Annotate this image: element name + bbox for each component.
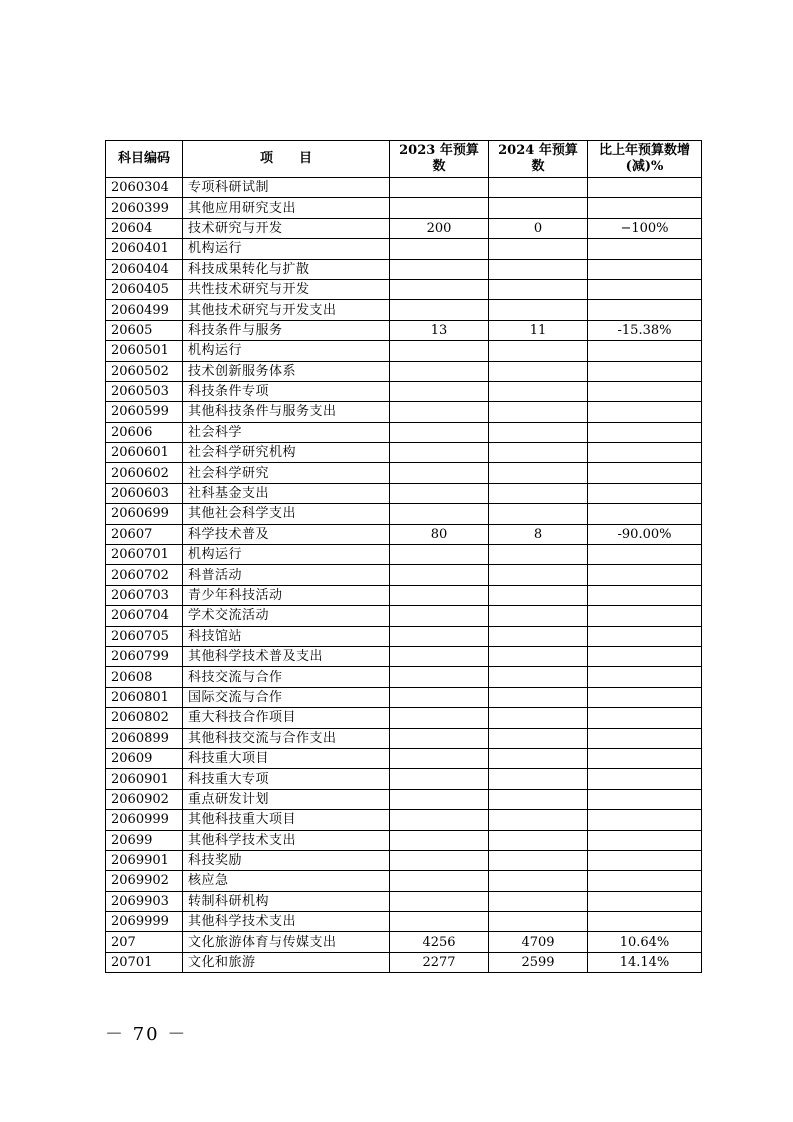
table-row xyxy=(106,646,702,666)
cell-2024-budget: 8 xyxy=(489,524,588,544)
cell-2024-budget xyxy=(489,279,588,299)
cell-change-percent: -90.00% xyxy=(588,524,702,544)
header-code: 科目编码 xyxy=(106,141,183,178)
cell-change-percent xyxy=(588,504,702,524)
cell-item-name: 科技条件专项 xyxy=(183,381,390,401)
cell-change-percent xyxy=(588,178,702,198)
cell-2023-budget xyxy=(390,728,489,748)
cell-code: 2060502 xyxy=(106,361,183,381)
cell-item-name: 核应急 xyxy=(183,871,390,891)
cell-change-percent: 10.64% xyxy=(588,932,702,952)
cell-2023-budget xyxy=(390,891,489,911)
cell-item-name: 重大科技合作项目 xyxy=(183,708,390,728)
cell-change-percent xyxy=(588,259,702,279)
cell-2024-budget xyxy=(489,646,588,666)
table-row xyxy=(106,952,702,972)
cell-2023-budget xyxy=(390,626,489,646)
table-row xyxy=(106,320,702,340)
cell-item-name: 其他技术研究与开发支出 xyxy=(183,300,390,320)
cell-2024-budget xyxy=(489,504,588,524)
cell-item-name: 专项科研试制 xyxy=(183,178,390,198)
cell-2023-budget xyxy=(390,198,489,218)
cell-code: 20606 xyxy=(106,422,183,442)
cell-code: 2060399 xyxy=(106,198,183,218)
table-row xyxy=(106,422,702,442)
cell-2023-budget xyxy=(390,259,489,279)
cell-2024-budget xyxy=(489,748,588,768)
cell-change-percent xyxy=(588,789,702,809)
cell-change-percent xyxy=(588,667,702,687)
cell-code: 2060501 xyxy=(106,341,183,361)
cell-code: 2060404 xyxy=(106,259,183,279)
cell-2024-budget xyxy=(489,728,588,748)
table-row xyxy=(106,626,702,646)
cell-change-percent xyxy=(588,728,702,748)
cell-2023-budget xyxy=(390,483,489,503)
cell-2024-budget xyxy=(489,708,588,728)
cell-code: 2069902 xyxy=(106,871,183,891)
cell-2023-budget xyxy=(390,361,489,381)
cell-code: 2060602 xyxy=(106,463,183,483)
cell-code: 2060499 xyxy=(106,300,183,320)
cell-item-name: 文化旅游体育与传媒支出 xyxy=(183,932,390,952)
table-body xyxy=(106,178,702,973)
cell-item-name: 机构运行 xyxy=(183,545,390,565)
cell-change-percent: 14.14% xyxy=(588,952,702,972)
table-row xyxy=(106,218,702,238)
cell-code: 2060999 xyxy=(106,810,183,830)
cell-item-name: 文化和旅游 xyxy=(183,952,390,972)
cell-code: 2060601 xyxy=(106,443,183,463)
cell-2023-budget xyxy=(390,341,489,361)
cell-2023-budget xyxy=(390,178,489,198)
table-row xyxy=(106,239,702,259)
cell-item-name: 科技重大专项 xyxy=(183,769,390,789)
cell-2023-budget: 200 xyxy=(390,218,489,238)
table-row xyxy=(106,524,702,544)
table-row xyxy=(106,708,702,728)
cell-code: 2060401 xyxy=(106,239,183,259)
cell-item-name: 其他科学技术普及支出 xyxy=(183,646,390,666)
cell-2023-budget xyxy=(390,565,489,585)
table-row xyxy=(106,891,702,911)
cell-change-percent xyxy=(588,687,702,707)
cell-2023-budget xyxy=(390,850,489,870)
cell-change-percent xyxy=(588,850,702,870)
cell-code: 207 xyxy=(106,932,183,952)
cell-item-name: 其他科学技术支出 xyxy=(183,830,390,850)
cell-change-percent xyxy=(588,646,702,666)
cell-change-percent xyxy=(588,422,702,442)
table-row xyxy=(106,687,702,707)
cell-2023-budget: 4256 xyxy=(390,932,489,952)
cell-item-name: 社会科学研究 xyxy=(183,463,390,483)
cell-2024-budget xyxy=(489,585,588,605)
cell-change-percent xyxy=(588,810,702,830)
cell-change-percent xyxy=(588,912,702,932)
cell-2024-budget xyxy=(489,891,588,911)
cell-change-percent xyxy=(588,585,702,605)
cell-2023-budget xyxy=(390,239,489,259)
cell-2024-budget xyxy=(489,483,588,503)
cell-2023-budget xyxy=(390,463,489,483)
cell-item-name: 技术研究与开发 xyxy=(183,218,390,238)
cell-2023-budget xyxy=(390,504,489,524)
cell-code: 20701 xyxy=(106,952,183,972)
table-row xyxy=(106,748,702,768)
cell-2023-budget xyxy=(390,667,489,687)
cell-code: 20699 xyxy=(106,830,183,850)
cell-2023-budget xyxy=(390,606,489,626)
cell-item-name: 青少年科技活动 xyxy=(183,585,390,605)
cell-item-name: 科技条件与服务 xyxy=(183,320,390,340)
table-row xyxy=(106,198,702,218)
cell-code: 2069901 xyxy=(106,850,183,870)
cell-code: 20608 xyxy=(106,667,183,687)
cell-code: 2060902 xyxy=(106,789,183,809)
table-row xyxy=(106,300,702,320)
cell-2023-budget: 13 xyxy=(390,320,489,340)
header-item: 项 目 xyxy=(183,141,390,178)
table-row xyxy=(106,912,702,932)
table-row xyxy=(106,443,702,463)
table-row xyxy=(106,381,702,401)
table-row xyxy=(106,361,702,381)
cell-item-name: 共性技术研究与开发 xyxy=(183,279,390,299)
cell-2023-budget xyxy=(390,585,489,605)
page-number: － 70 － xyxy=(105,1024,188,1045)
cell-2024-budget xyxy=(489,810,588,830)
header-change-percent: 比上年预算数增(减)% xyxy=(588,141,702,178)
cell-code: 2060799 xyxy=(106,646,183,666)
cell-change-percent xyxy=(588,871,702,891)
cell-2024-budget: 11 xyxy=(489,320,588,340)
cell-2023-budget: 2277 xyxy=(390,952,489,972)
cell-2024-budget xyxy=(489,871,588,891)
cell-2023-budget xyxy=(390,381,489,401)
cell-2023-budget xyxy=(390,443,489,463)
cell-change-percent xyxy=(588,483,702,503)
cell-2024-budget: 2599 xyxy=(489,952,588,972)
cell-item-name: 重点研发计划 xyxy=(183,789,390,809)
cell-2024-budget xyxy=(489,402,588,422)
cell-item-name: 机构运行 xyxy=(183,341,390,361)
cell-2023-budget xyxy=(390,279,489,299)
cell-2024-budget xyxy=(489,463,588,483)
table-row xyxy=(106,259,702,279)
table-row xyxy=(106,932,702,952)
cell-2024-budget xyxy=(489,545,588,565)
cell-item-name: 学术交流活动 xyxy=(183,606,390,626)
cell-change-percent xyxy=(588,545,702,565)
cell-2024-budget xyxy=(489,606,588,626)
cell-item-name: 科技重大项目 xyxy=(183,748,390,768)
cell-code: 2060701 xyxy=(106,545,183,565)
cell-2024-budget xyxy=(489,178,588,198)
table-row xyxy=(106,667,702,687)
table-row xyxy=(106,606,702,626)
cell-code: 20609 xyxy=(106,748,183,768)
cell-2023-budget xyxy=(390,789,489,809)
cell-2023-budget xyxy=(390,769,489,789)
table-row xyxy=(106,830,702,850)
cell-2024-budget xyxy=(489,667,588,687)
cell-code: 2060702 xyxy=(106,565,183,585)
cell-item-name: 其他科技条件与服务支出 xyxy=(183,402,390,422)
cell-code: 2060503 xyxy=(106,381,183,401)
table-row xyxy=(106,789,702,809)
cell-code: 2060704 xyxy=(106,606,183,626)
cell-change-percent xyxy=(588,300,702,320)
cell-item-name: 科普活动 xyxy=(183,565,390,585)
cell-2024-budget xyxy=(489,300,588,320)
cell-2024-budget xyxy=(489,422,588,442)
cell-item-name: 其他社会科学支出 xyxy=(183,504,390,524)
cell-2024-budget xyxy=(489,198,588,218)
table-row xyxy=(106,810,702,830)
cell-2024-budget xyxy=(489,912,588,932)
cell-item-name: 机构运行 xyxy=(183,239,390,259)
cell-change-percent xyxy=(588,402,702,422)
cell-change-percent xyxy=(588,626,702,646)
cell-2024-budget xyxy=(489,259,588,279)
cell-2024-budget xyxy=(489,769,588,789)
cell-code: 20604 xyxy=(106,218,183,238)
cell-item-name: 转制科研机构 xyxy=(183,891,390,911)
cell-code: 2060802 xyxy=(106,708,183,728)
cell-change-percent xyxy=(588,748,702,768)
table-row xyxy=(106,769,702,789)
cell-code: 2069999 xyxy=(106,912,183,932)
cell-code: 2060599 xyxy=(106,402,183,422)
cell-2024-budget: 4709 xyxy=(489,932,588,952)
table-row xyxy=(106,279,702,299)
table-row xyxy=(106,483,702,503)
cell-item-name: 社会科学研究机构 xyxy=(183,443,390,463)
cell-2024-budget xyxy=(489,361,588,381)
cell-2023-budget xyxy=(390,422,489,442)
cell-2024-budget xyxy=(489,381,588,401)
cell-code: 2060304 xyxy=(106,178,183,198)
cell-code: 2060703 xyxy=(106,585,183,605)
header-2024-budget: 2024 年预算数 xyxy=(489,141,588,178)
cell-2024-budget: 0 xyxy=(489,218,588,238)
cell-change-percent xyxy=(588,606,702,626)
table-row xyxy=(106,728,702,748)
cell-2024-budget xyxy=(489,850,588,870)
cell-2023-budget xyxy=(390,912,489,932)
cell-item-name: 其他科学技术支出 xyxy=(183,912,390,932)
cell-change-percent xyxy=(588,239,702,259)
cell-item-name: 其他科技交流与合作支出 xyxy=(183,728,390,748)
cell-2024-budget xyxy=(489,239,588,259)
table-row xyxy=(106,545,702,565)
cell-2023-budget xyxy=(390,646,489,666)
cell-change-percent: −100% xyxy=(588,218,702,238)
table-row xyxy=(106,402,702,422)
table-header-row xyxy=(106,141,702,178)
cell-item-name: 其他应用研究支出 xyxy=(183,198,390,218)
table-row xyxy=(106,463,702,483)
cell-2024-budget xyxy=(489,443,588,463)
table-row xyxy=(106,178,702,198)
cell-item-name: 科技成果转化与扩散 xyxy=(183,259,390,279)
cell-change-percent: -15.38% xyxy=(588,320,702,340)
cell-item-name: 科技交流与合作 xyxy=(183,667,390,687)
cell-2023-budget xyxy=(390,687,489,707)
cell-change-percent xyxy=(588,830,702,850)
cell-code: 20607 xyxy=(106,524,183,544)
cell-change-percent xyxy=(588,381,702,401)
cell-change-percent xyxy=(588,463,702,483)
cell-code: 2060603 xyxy=(106,483,183,503)
header-2023-budget: 2023 年预算数 xyxy=(390,141,489,178)
cell-change-percent xyxy=(588,198,702,218)
cell-2024-budget xyxy=(489,341,588,361)
cell-item-name: 科技馆站 xyxy=(183,626,390,646)
table-row xyxy=(106,585,702,605)
budget-table xyxy=(105,140,702,973)
cell-code: 2060705 xyxy=(106,626,183,646)
cell-2023-budget xyxy=(390,871,489,891)
cell-change-percent xyxy=(588,443,702,463)
cell-2023-budget xyxy=(390,545,489,565)
cell-item-name: 社会科学 xyxy=(183,422,390,442)
cell-2023-budget xyxy=(390,810,489,830)
cell-change-percent xyxy=(588,769,702,789)
cell-item-name: 社科基金支出 xyxy=(183,483,390,503)
cell-2023-budget: 80 xyxy=(390,524,489,544)
cell-2024-budget xyxy=(489,565,588,585)
cell-code: 2060901 xyxy=(106,769,183,789)
cell-item-name: 技术创新服务体系 xyxy=(183,361,390,381)
cell-2024-budget xyxy=(489,830,588,850)
cell-2024-budget xyxy=(489,687,588,707)
cell-code: 2060699 xyxy=(106,504,183,524)
cell-change-percent xyxy=(588,361,702,381)
table-row xyxy=(106,565,702,585)
table-row xyxy=(106,871,702,891)
cell-change-percent xyxy=(588,341,702,361)
table-row xyxy=(106,504,702,524)
table-row xyxy=(106,850,702,870)
cell-2023-budget xyxy=(390,300,489,320)
cell-code: 2060899 xyxy=(106,728,183,748)
cell-item-name: 其他科技重大项目 xyxy=(183,810,390,830)
cell-change-percent xyxy=(588,891,702,911)
cell-change-percent xyxy=(588,279,702,299)
cell-2024-budget xyxy=(489,626,588,646)
cell-code: 2069903 xyxy=(106,891,183,911)
cell-change-percent xyxy=(588,708,702,728)
cell-2023-budget xyxy=(390,830,489,850)
cell-code: 20605 xyxy=(106,320,183,340)
cell-code: 2060801 xyxy=(106,687,183,707)
cell-item-name: 国际交流与合作 xyxy=(183,687,390,707)
cell-2024-budget xyxy=(489,789,588,809)
cell-2023-budget xyxy=(390,402,489,422)
cell-2023-budget xyxy=(390,708,489,728)
cell-change-percent xyxy=(588,565,702,585)
cell-item-name: 科技奖励 xyxy=(183,850,390,870)
cell-code: 2060405 xyxy=(106,279,183,299)
cell-2023-budget xyxy=(390,748,489,768)
table-row xyxy=(106,341,702,361)
cell-item-name: 科学技术普及 xyxy=(183,524,390,544)
